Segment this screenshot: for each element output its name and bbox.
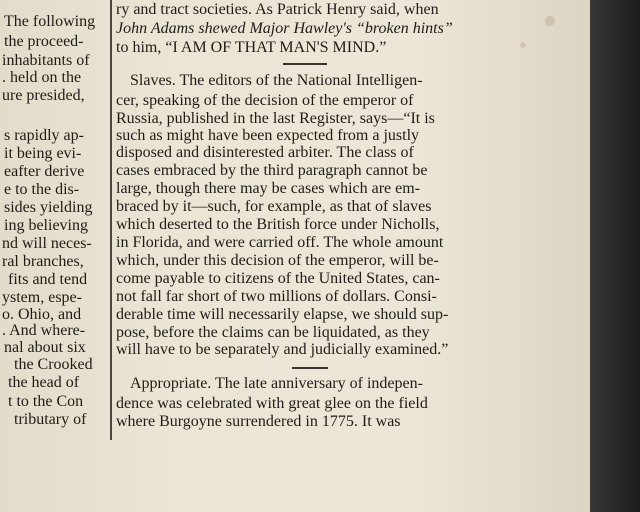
left-line: t to the Con <box>8 393 84 410</box>
left-line: ing believing <box>4 217 88 234</box>
paper-stain <box>520 42 526 48</box>
article-line: in Florida, and were carried off. The whole amount <box>116 234 444 251</box>
article-line: braced by it—such, for example, as that of slaves <box>116 198 432 215</box>
left-line: the head of <box>8 374 80 391</box>
left-line: . held on the <box>2 69 82 86</box>
left-line: The following <box>4 13 96 30</box>
article-line: which, under this decision of the emperor, will be- <box>116 252 439 269</box>
top-line: to him, “I AM OF THAT MAN'S MIND.” <box>116 39 387 56</box>
left-line: tributary of <box>14 411 87 428</box>
article-line: disposed and disinterested arbiter. The class of <box>116 144 414 161</box>
left-line: eafter derive <box>4 163 85 180</box>
left-line: inhabitants of <box>2 52 90 69</box>
article-line: cases embraced by the third paragraph cannot be <box>116 162 428 179</box>
paper-stain <box>545 16 555 26</box>
left-line: sides yielding <box>4 199 93 216</box>
article-line: cer, speaking of the decision of the emperor of <box>116 92 414 109</box>
article-separator <box>283 63 327 65</box>
left-line: fits and tend <box>8 271 88 288</box>
article-line: not fall far short of two millions of dollars. Consi- <box>116 288 437 305</box>
article-line: such as might have been expected from a justly <box>116 127 420 144</box>
top-line: John Adams shewed Major Hawley's “broken hints” <box>116 20 453 37</box>
left-line: the proceed- <box>4 33 84 50</box>
article-line: large, though there may be cases which are em- <box>116 180 421 197</box>
left-line: the Crooked <box>14 356 93 373</box>
column-rule <box>110 0 112 440</box>
left-line: it being evi- <box>4 145 82 162</box>
article-line: dence was celebrated with great glee on the field <box>116 395 428 412</box>
left-line: e to the dis- <box>4 181 80 198</box>
article-line: Slaves. The editors of the National Intelligen- <box>130 72 423 89</box>
article-line: where Burgoyne surrendered in 1775. It was <box>116 413 401 430</box>
article-line: will have to be separately and judicially examined.” <box>116 341 449 358</box>
top-line: ry and tract societies. As Patrick Henry said, when <box>116 1 439 18</box>
left-line: nal about six <box>4 339 86 356</box>
article-line: Appropriate. The late anniversary of indepen- <box>130 375 423 392</box>
left-line: ure presided, <box>2 87 85 104</box>
left-line: ral branches, <box>2 253 84 270</box>
article-line: Russia, published in the last Register, says—“It is <box>116 110 435 127</box>
article-line: which deserted to the British force under Nicholls, <box>116 216 440 233</box>
article-separator <box>292 367 328 369</box>
left-line: s rapidly ap- <box>4 127 84 144</box>
left-line: nd will neces- <box>2 235 92 252</box>
left-line: . And where- <box>2 322 86 339</box>
left-line: ystem, espe- <box>2 289 82 306</box>
left-line: o. Ohio, and <box>2 306 82 323</box>
background-edge <box>590 0 640 512</box>
article-line: pose, before the claims can be liquidated, as they <box>116 324 430 341</box>
article-line: come payable to citizens of the United States, can- <box>116 270 440 287</box>
article-line: derable time will necessarily elapse, we should sup- <box>116 306 449 323</box>
